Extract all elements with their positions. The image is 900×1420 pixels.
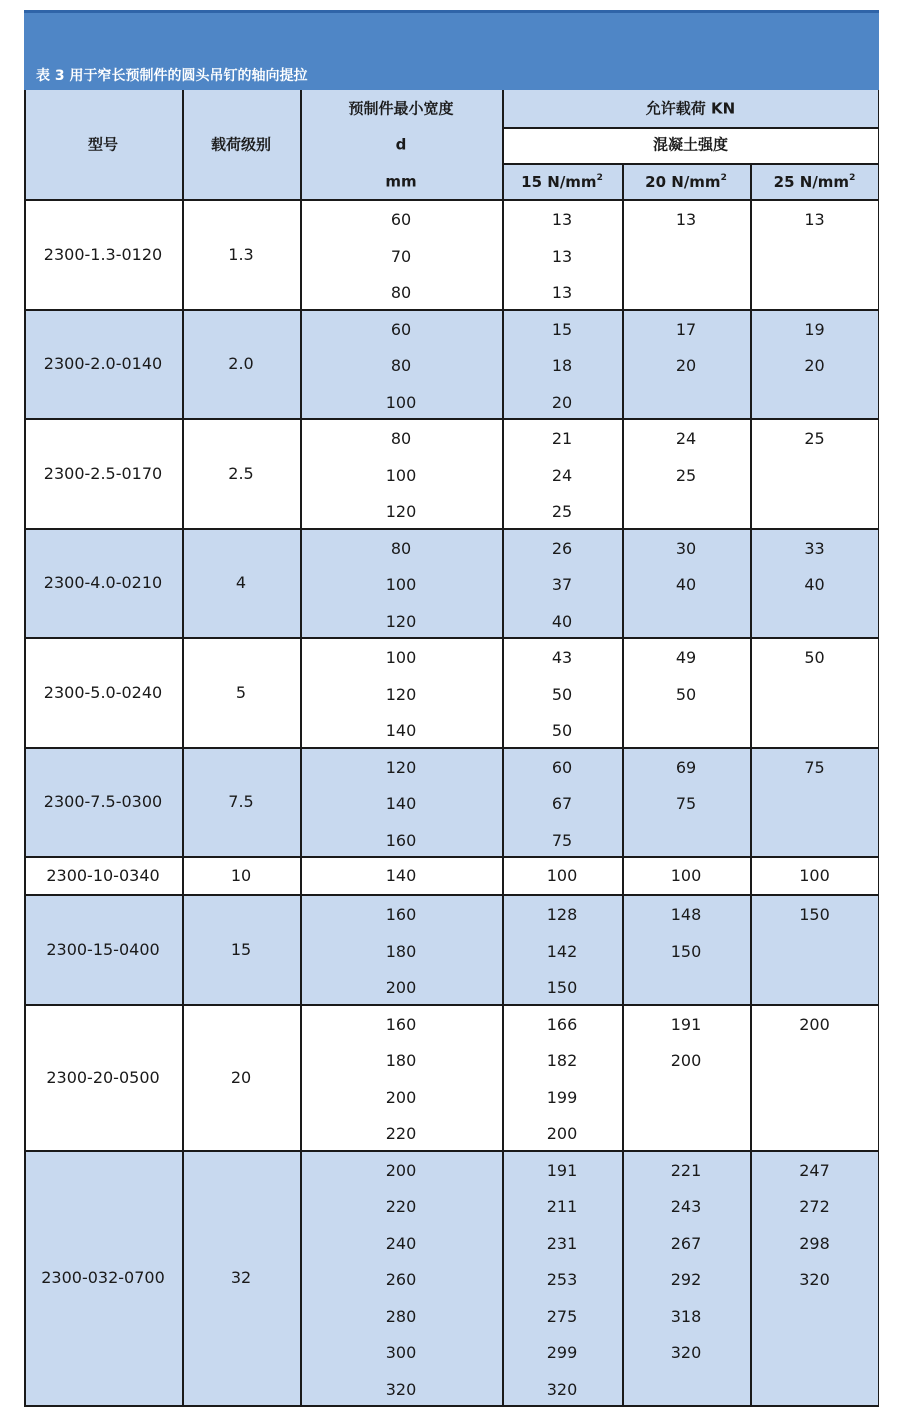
load-20-cell: 200: [670, 1051, 702, 1071]
load-15-cell: 40: [551, 611, 573, 631]
min-width-cell: 80: [390, 538, 412, 558]
min-width-cell: 120: [385, 502, 417, 522]
model-cell: 2300-15-0400: [46, 939, 160, 959]
header-allowable-load: 允许载荷 KN: [645, 99, 736, 117]
min-width-cell: 180: [385, 941, 417, 961]
load-25-cell: 298: [799, 1233, 830, 1253]
load-20-cell: 30: [675, 538, 697, 558]
header-min-width: 预制件最小宽度: [348, 99, 454, 117]
grid-line: [502, 163, 879, 165]
load-20-cell: 191: [670, 1014, 702, 1034]
load-20-cell: 243: [670, 1197, 702, 1217]
load-15-cell: 182: [546, 1051, 578, 1071]
load-15-cell: 20: [551, 392, 573, 412]
load-15-cell: 211: [546, 1197, 578, 1217]
grid-line: [622, 163, 624, 1406]
header-model: 型号: [87, 135, 119, 154]
min-width-cell: 320: [385, 1379, 417, 1399]
header-load-class: 载荷级别: [210, 135, 272, 154]
grid-line: [24, 894, 879, 896]
load-25-cell: 20: [804, 356, 825, 376]
grid-line: [24, 747, 879, 749]
min-width-cell: 280: [385, 1306, 417, 1326]
load-15-cell: 13: [551, 246, 573, 266]
load-20-cell: 267: [670, 1233, 702, 1253]
load-class-cell: 15: [230, 939, 252, 959]
model-cell: 2300-7.5-0300: [43, 792, 163, 812]
min-width-cell: 260: [385, 1270, 417, 1290]
load-20-cell: 40: [675, 575, 697, 595]
load-15-cell: 191: [546, 1160, 578, 1180]
header-strength-20: 20 $N/mm^2$: [645, 172, 727, 191]
load-class-cell: 1.3: [228, 244, 254, 264]
grid-line: [24, 309, 879, 311]
grid-line: [24, 199, 879, 201]
load-15-cell: 199: [546, 1087, 578, 1107]
grid-line: [24, 418, 879, 420]
min-width-cell: 70: [390, 246, 412, 266]
load-15-cell: 21: [551, 429, 573, 449]
header-d: d: [395, 135, 407, 154]
load-25-cell: 272: [799, 1197, 830, 1217]
min-width-cell: 120: [385, 757, 417, 777]
grid-line: [24, 1004, 879, 1006]
table-sheet: [24, 10, 879, 1406]
load-20-cell: 100: [670, 866, 702, 885]
load-15-cell: 50: [551, 721, 573, 741]
min-width-cell: 180: [385, 1051, 417, 1071]
min-width-cell: 80: [390, 283, 412, 303]
load-25-cell: 200: [799, 1014, 830, 1034]
load-15-cell: 150: [546, 978, 578, 998]
min-width-cell: 200: [385, 1160, 417, 1180]
grid-line: [24, 1150, 879, 1152]
grid-line: [24, 637, 879, 639]
min-width-cell: 100: [385, 465, 417, 485]
load-20-cell: 148: [670, 905, 702, 925]
load-15-cell: 75: [551, 830, 573, 850]
load-25-cell: 13: [804, 210, 825, 230]
min-width-cell: 140: [385, 866, 417, 885]
model-cell: 2300-4.0-0210: [43, 573, 163, 593]
model-cell: 2300-10-0340: [46, 866, 160, 885]
header-strength-25: 25 $N/mm^2$: [773, 172, 856, 191]
load-25-cell: 19: [804, 319, 825, 339]
load-25-cell: 247: [799, 1160, 830, 1180]
load-15-cell: 50: [551, 684, 573, 704]
min-width-cell: 120: [385, 611, 417, 631]
min-width-cell: 200: [385, 1087, 417, 1107]
load-15-cell: 24: [551, 465, 573, 485]
min-width-cell: 60: [390, 319, 412, 339]
grid-line: [750, 163, 752, 1406]
model-cell: 2300-5.0-0240: [43, 682, 163, 702]
min-width-cell: 80: [390, 356, 412, 376]
load-25-cell: 25: [804, 429, 825, 449]
load-15-cell: 142: [546, 941, 578, 961]
grid-line: [24, 1405, 879, 1407]
header-concrete-strength: 混凝土强度: [652, 135, 729, 154]
load-15-cell: 299: [546, 1343, 578, 1363]
load-class-cell: 7.5: [228, 792, 254, 812]
load-25-cell: 150: [799, 905, 830, 925]
load-20-cell: 20: [675, 356, 697, 376]
load-25-cell: 100: [799, 866, 830, 885]
load-15-cell: 37: [551, 575, 573, 595]
load-15-cell: 67: [551, 794, 573, 814]
load-15-cell: 253: [546, 1270, 578, 1290]
load-15-cell: 60: [551, 757, 573, 777]
min-width-cell: 160: [385, 905, 417, 925]
model-cell: 2300-032-0700: [41, 1268, 165, 1288]
load-20-cell: 221: [670, 1160, 702, 1180]
load-20-cell: 50: [675, 684, 697, 704]
min-width-cell: 200: [385, 978, 417, 998]
load-15-cell: 25: [551, 502, 573, 522]
load-20-cell: 69: [675, 757, 697, 777]
table-title-bar: [24, 10, 879, 90]
load-15-cell: 166: [546, 1014, 578, 1034]
header-mm: mm: [385, 172, 417, 190]
load-25-cell: 50: [804, 648, 825, 668]
min-width-cell: 220: [385, 1124, 417, 1144]
load-15-cell: 100: [546, 866, 578, 885]
load-20-cell: 318: [670, 1306, 702, 1326]
min-width-cell: 300: [385, 1343, 417, 1363]
min-width-cell: 160: [385, 1014, 417, 1034]
load-20-cell: 49: [675, 648, 697, 668]
min-width-cell: 220: [385, 1197, 417, 1217]
min-width-cell: 100: [385, 392, 417, 412]
load-class-cell: 10: [230, 866, 252, 885]
table-title: 表 3 用于窄长预制件的圆头吊钉的轴向提拉: [36, 68, 308, 84]
load-15-cell: 13: [551, 283, 573, 303]
load-15-cell: 43: [551, 648, 573, 668]
load-20-cell: 24: [675, 429, 697, 449]
min-width-cell: 240: [385, 1233, 417, 1253]
load-15-cell: 13: [551, 210, 573, 230]
load-20-cell: 75: [675, 794, 697, 814]
load-class-cell: 32: [230, 1268, 252, 1288]
load-15-cell: 231: [546, 1233, 578, 1253]
model-cell: 2300-2.5-0170: [43, 463, 163, 483]
load-25-cell: 40: [804, 575, 825, 595]
load-20-cell: 150: [670, 941, 702, 961]
load-15-cell: 15: [551, 319, 573, 339]
load-15-cell: 200: [546, 1124, 578, 1144]
load-class-cell: 5: [235, 682, 247, 702]
load-15-cell: 26: [551, 538, 573, 558]
header-strength-15: 15 $N/mm^2$: [521, 172, 603, 191]
model-cell: 2300-2.0-0140: [43, 354, 163, 374]
min-width-cell: 60: [390, 210, 412, 230]
load-20-cell: 320: [670, 1343, 702, 1363]
load-20-cell: 17: [675, 319, 697, 339]
min-width-cell: 100: [385, 575, 417, 595]
load-class-cell: 20: [230, 1067, 252, 1087]
min-width-cell: 140: [385, 794, 417, 814]
grid-line: [502, 127, 879, 129]
load-15-cell: 320: [546, 1379, 578, 1399]
load-15-cell: 128: [546, 905, 578, 925]
load-20-cell: 13: [675, 210, 697, 230]
load-15-cell: 275: [546, 1306, 578, 1326]
load-25-cell: 33: [804, 538, 825, 558]
load-20-cell: 292: [670, 1270, 702, 1290]
load-class-cell: 2.0: [228, 354, 254, 374]
load-15-cell: 18: [551, 356, 573, 376]
min-width-cell: 100: [385, 648, 417, 668]
min-width-cell: 160: [385, 830, 417, 850]
load-class-cell: 4: [235, 573, 247, 593]
load-class-cell: 2.5: [228, 463, 254, 483]
model-cell: 2300-1.3-0120: [43, 244, 163, 264]
min-width-cell: 120: [385, 684, 417, 704]
load-table: [24, 90, 879, 1406]
load-25-cell: 75: [804, 757, 825, 777]
min-width-cell: 140: [385, 721, 417, 741]
model-cell: 2300-20-0500: [46, 1067, 160, 1087]
load-25-cell: 320: [799, 1270, 830, 1290]
min-width-cell: 80: [390, 429, 412, 449]
grid-line: [24, 856, 879, 858]
load-20-cell: 25: [675, 465, 697, 485]
grid-line: [24, 528, 879, 530]
